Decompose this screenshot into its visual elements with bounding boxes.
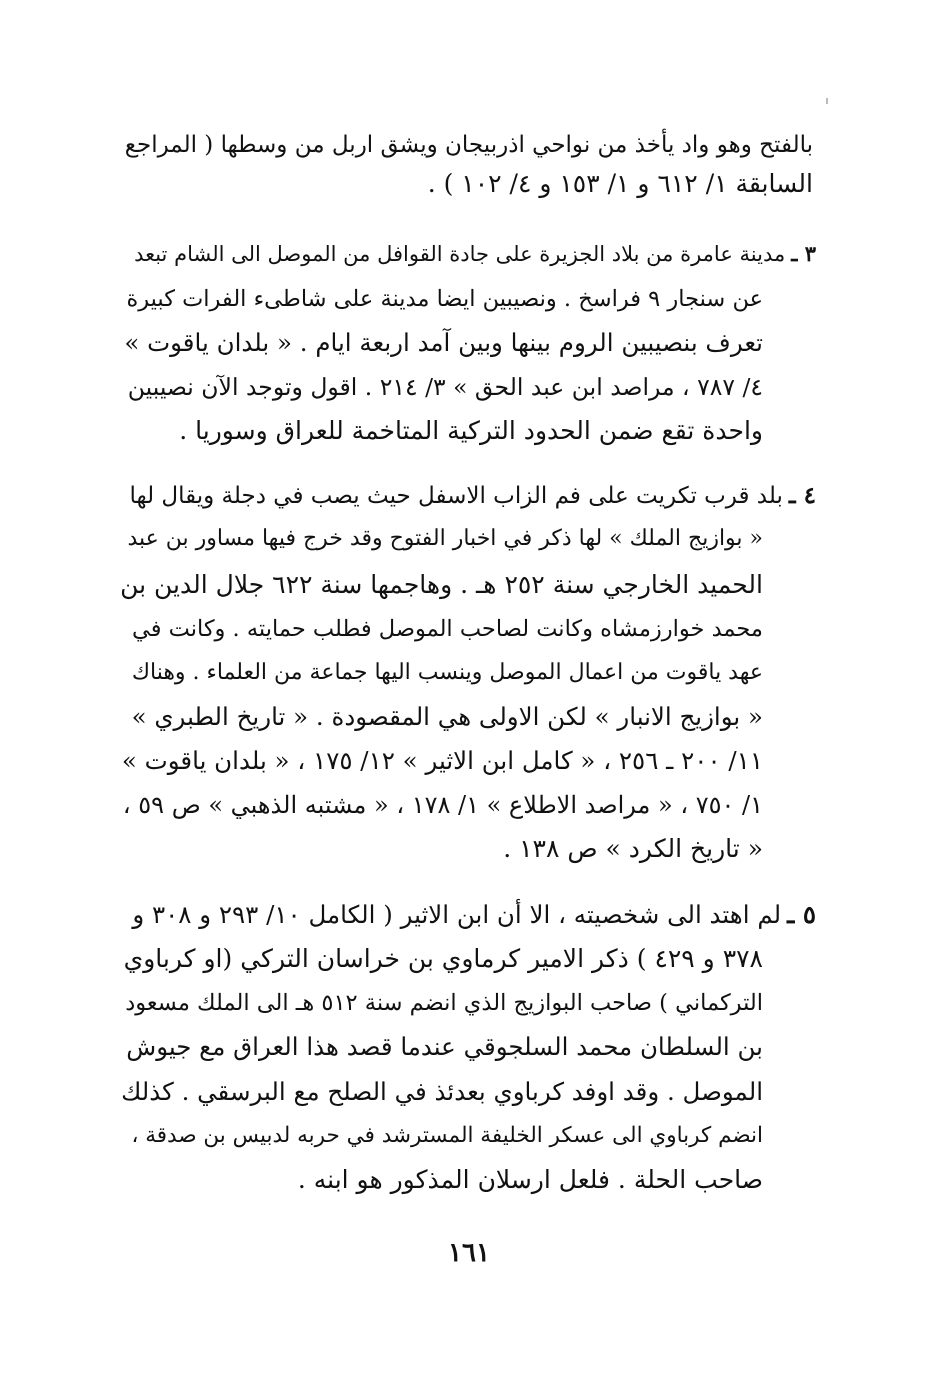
scan-speck <box>826 98 828 104</box>
footnote-line: الموصل . وقد اوفد كرباوي بعدئذ في الصلح مع البرسقي . كذلك <box>121 1077 763 1106</box>
footnote-line: ٣٧٨ و ٤٢٩ ) ذكر الامير كرماوي بن خراسان التركي (او كرباوي <box>123 944 763 973</box>
footnote-line: ٤/ ٧٨٧ ، مراصد ابن عبد الحق » ٣/ ٢١٤ . اقول وتوجد الآن نصيبين <box>127 373 763 401</box>
footnote-line: عن سنجار ٩ فراسخ . ونصيبين ايضا مدينة على شاطىء الفرات كبيرة <box>126 286 763 312</box>
footnote-line: بن السلطان محمد السلجوقي عندما قصد هذا العراق مع جيوش <box>126 1032 763 1061</box>
footnote-number: ٥ ـ <box>787 900 816 929</box>
footnote-line: ١١/ ٢٠٠ ـ ٢٥٦ ، « كامل ابن الاثير » ١٢/ ١٧٥ ، « بلدان ياقوت » <box>121 746 763 775</box>
footnote-line: « تاريخ الكرد » ص ١٣٨ . <box>503 834 763 863</box>
footnote-line: تعرف بنصيبين الروم بينها وبين آمد اربعة ايام . « بلدان ياقوت » <box>124 328 763 357</box>
footnote-line: الحميد الخارجي سنة ٢٥٢ هـ . وهاجمها سنة ٦٢٢ جلال الدين بن <box>120 570 763 599</box>
page-number: ١٦١ <box>448 1238 490 1268</box>
footnote-line: التركماني ) صاحب البوازيج الذي انضم سنة ٥١٢ هـ الى الملك مسعود <box>125 990 763 1016</box>
footnote-line: « بوازيج الانبار » لكن الاولى هي المقصودة . « تاريخ الطبري » <box>131 702 763 731</box>
footnote-line: انضم كرباوي الى عسكر الخليفة المسترشد في حربه لدبيس بن صدقة ، <box>131 1123 763 1148</box>
footnote-number: ٤ ـ <box>788 482 816 509</box>
footnote-line: عهد ياقوت من اعمال الموصل وينسب اليها جماعة من العلماء . وهناك <box>131 660 763 685</box>
footnote-text: مدينة عامرة من بلاد الجزيرة على جادة القوافل من الموصل الى الشام تبعد <box>134 242 786 266</box>
footnote-line: بالفتح وهو واد يأخذ من نواحي اذربيجان ويشق اربل من وسطها ( المراجع <box>124 132 813 158</box>
footnote-text: بلد قرب تكريت على فم الزاب الاسفل حيث يصب في دجلة ويقال لها <box>129 483 783 509</box>
footnote-line: ١/ ٧٥٠ ، « مراصد الاطلاع » ١/ ١٧٨ ، « مشتبه الذهبي » ص ٥٩ ، <box>122 791 763 819</box>
footnote-number: ٣ ـ <box>791 241 816 266</box>
footnote-line <box>120 236 816 272</box>
footnote-line: صاحب الحلة . فلعل ارسلان المذكور هو ابنه . <box>297 1165 763 1194</box>
footnote-line: محمد خوارزمشاه وكانت لصاحب الموصل فطلب حمايته . وكانت في <box>131 616 763 642</box>
footnote-line: « بوازيج الملك » لها ذكر في اخبار الفتوح وقد خرج فيها مساور بن عبد <box>127 526 763 551</box>
footnote-line <box>120 897 816 933</box>
footnote-text: لم اهتد الى شخصيته ، الا أن ابن الاثير ( الكامل ١٠/ ٢٩٣ و ٣٠٨ و <box>132 900 782 929</box>
footnote-line: السابقة ١/ ٦١٢ و ١/ ١٥٣ و ٤/ ١٠٢ ) . <box>427 169 813 198</box>
footnote-line: واحدة تقع ضمن الحدود التركية المتاخمة للعراق وسوريا . <box>179 416 763 445</box>
footnote-line <box>120 478 816 514</box>
